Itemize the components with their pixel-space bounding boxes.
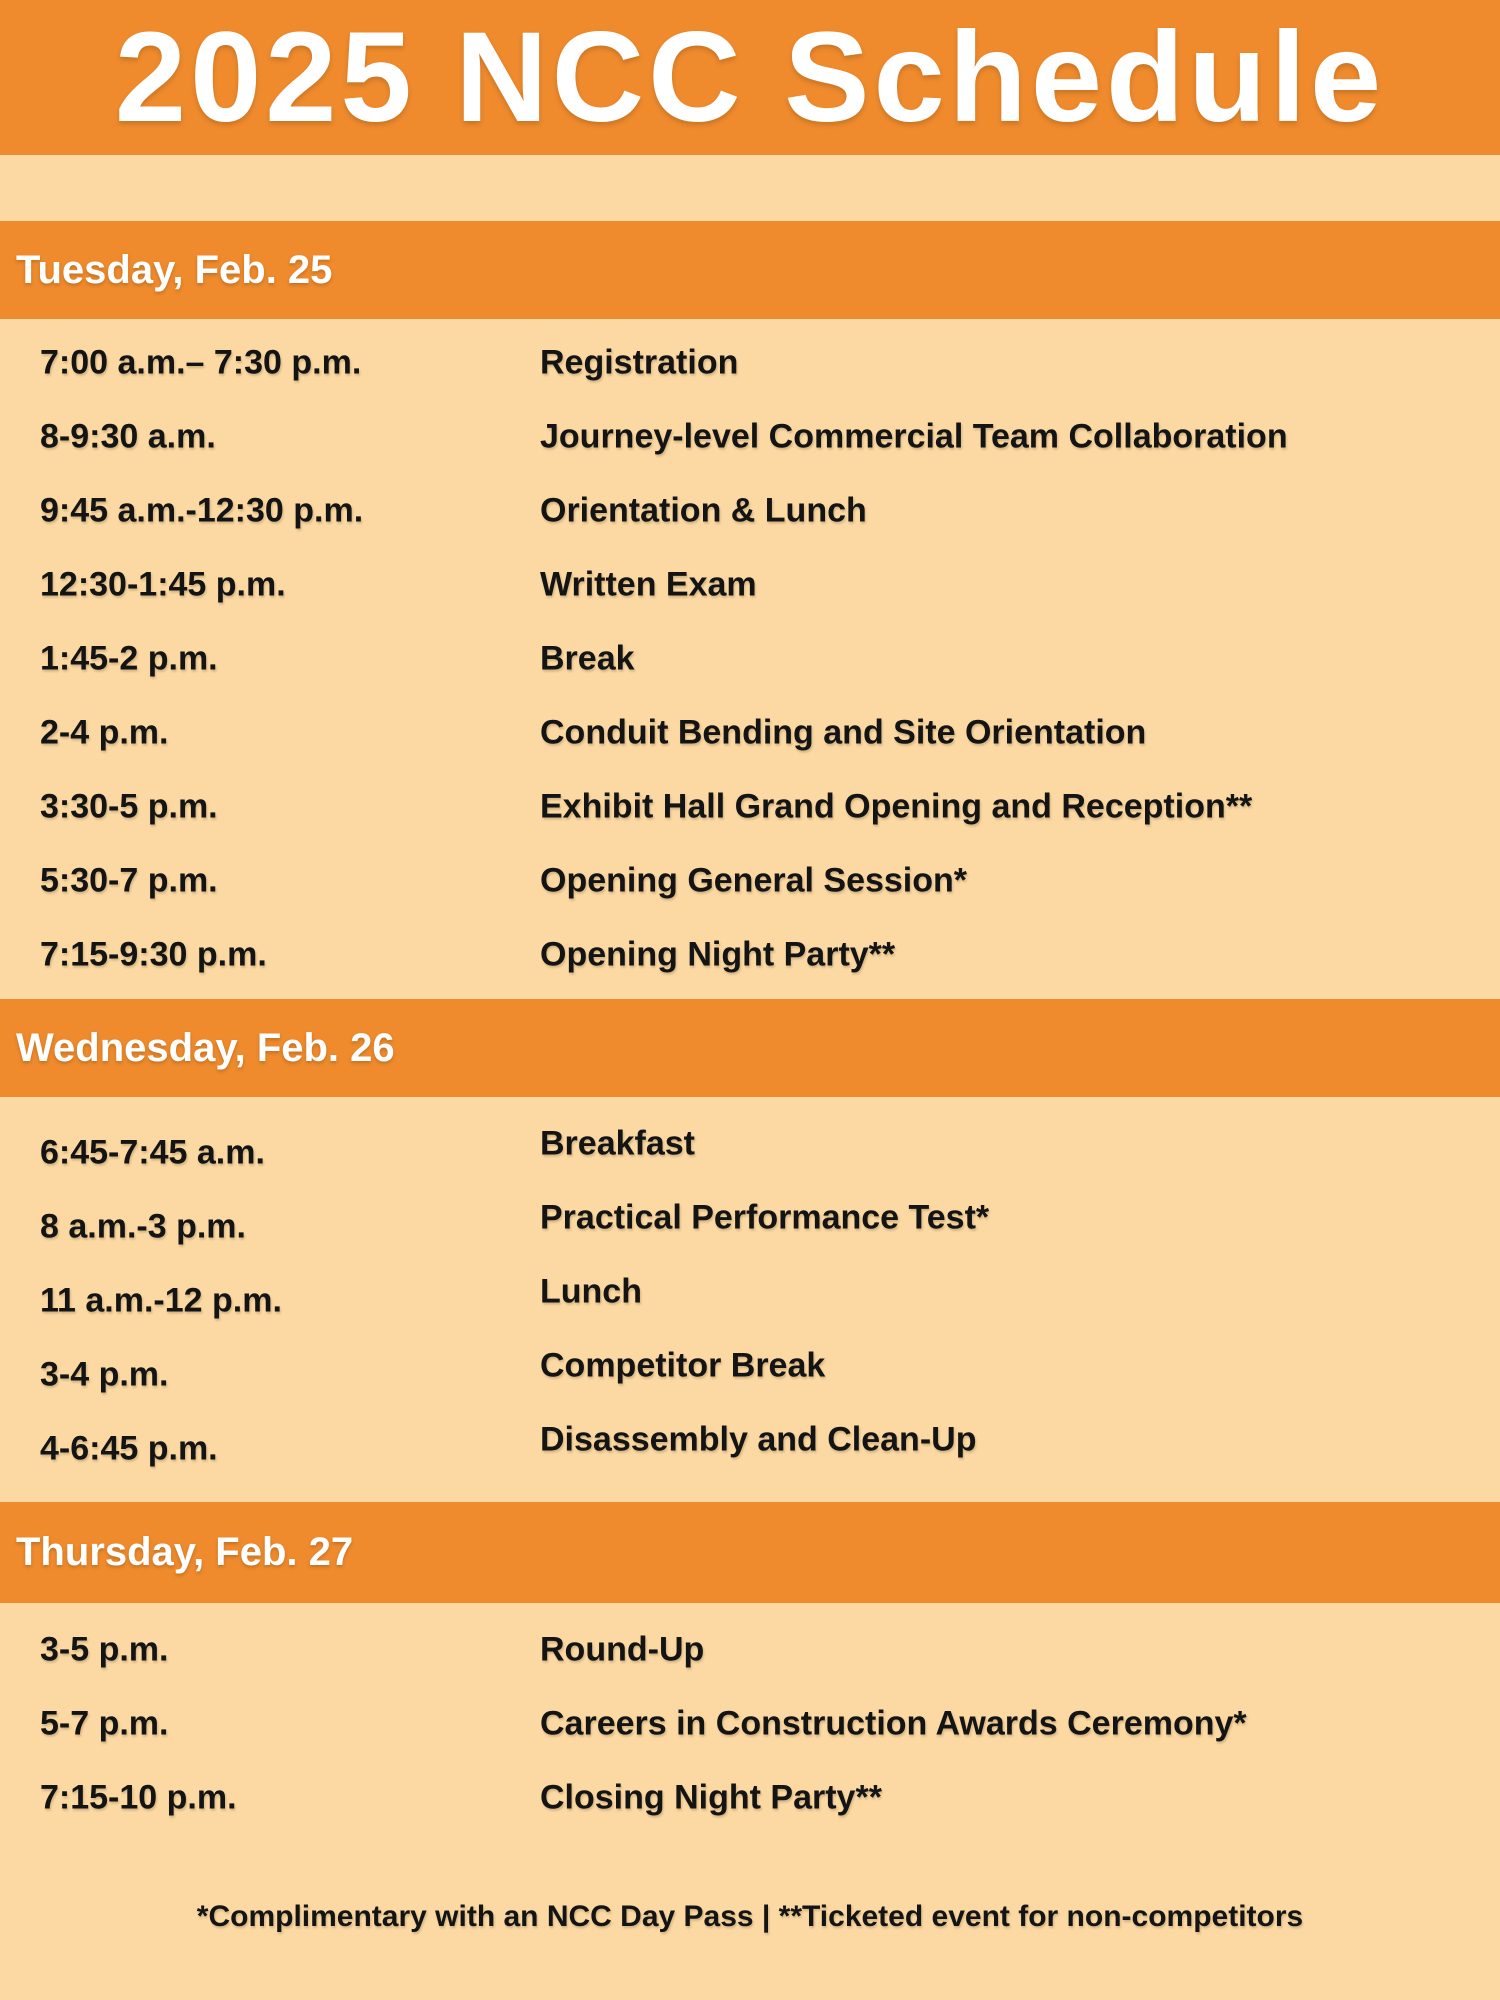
event-name: Orientation & Lunch <box>540 491 867 530</box>
event-name: Conduit Bending and Site Orientation <box>540 713 1147 752</box>
event-time: 11 a.m.-12 p.m. <box>40 1281 282 1320</box>
event-name: Opening General Session* <box>540 861 968 900</box>
schedule-row <box>0 1190 1500 1264</box>
schedule-row <box>0 1687 1500 1761</box>
schedule-row <box>0 844 1500 918</box>
event-time: 7:00 a.m.– 7:30 p.m. <box>40 343 362 382</box>
event-time: 5:30-7 p.m. <box>40 861 218 900</box>
event-time: 3-5 p.m. <box>40 1630 169 1669</box>
event-time: 4-6:45 p.m. <box>40 1429 218 1468</box>
section-header-label: Thursday, Feb. 27 <box>16 1530 354 1574</box>
section-rows-1 <box>0 1116 1500 1486</box>
event-time: 3-4 p.m. <box>40 1355 169 1394</box>
event-name: Opening Night Party** <box>540 935 896 974</box>
schedule-row <box>0 1761 1500 1835</box>
event-time: 5-7 p.m. <box>40 1704 169 1743</box>
page-title: 2025 NCC Schedule <box>114 5 1386 149</box>
event-name: Lunch <box>540 1272 642 1311</box>
schedule-row <box>0 770 1500 844</box>
schedule-row <box>0 918 1500 992</box>
event-name: Closing Night Party** <box>540 1778 882 1817</box>
event-name: Careers in Construction Awards Ceremony* <box>540 1704 1247 1743</box>
section-header-1 <box>0 999 1500 1097</box>
event-time: 9:45 a.m.-12:30 p.m. <box>40 491 364 530</box>
schedule-row <box>0 548 1500 622</box>
section-header-0 <box>0 221 1500 319</box>
schedule-row <box>0 1613 1500 1687</box>
schedule-row <box>0 1412 1500 1486</box>
event-name: Competitor Break <box>540 1346 826 1385</box>
schedule-row <box>0 1338 1500 1412</box>
event-name: Exhibit Hall Grand Opening and Reception** <box>540 787 1253 826</box>
event-name: Journey-level Commercial Team Collaboration <box>540 417 1288 456</box>
section-rows-2 <box>0 1613 1500 1835</box>
event-name: Written Exam <box>540 565 757 604</box>
title-banner <box>0 0 1500 155</box>
event-time: 7:15-9:30 p.m. <box>40 935 267 974</box>
schedule-row <box>0 474 1500 548</box>
section-rows-0 <box>0 326 1500 992</box>
event-name: Break <box>540 639 635 678</box>
event-time: 7:15-10 p.m. <box>40 1778 237 1817</box>
event-name: Breakfast <box>540 1124 695 1163</box>
event-name: Round-Up <box>540 1630 705 1669</box>
schedule-row <box>0 622 1500 696</box>
event-time: 8-9:30 a.m. <box>40 417 216 456</box>
event-time: 6:45-7:45 a.m. <box>40 1133 265 1172</box>
event-name: Practical Performance Test* <box>540 1198 990 1237</box>
section-header-label: Tuesday, Feb. 25 <box>16 247 333 292</box>
schedule-row <box>0 400 1500 474</box>
schedule-row <box>0 326 1500 400</box>
event-time: 1:45-2 p.m. <box>40 639 218 678</box>
event-name: Disassembly and Clean-Up <box>540 1420 977 1459</box>
footnote: *Complimentary with an NCC Day Pass | **Ticketed event for non-competitors <box>196 1900 1304 1933</box>
event-time: 2-4 p.m. <box>40 713 169 752</box>
schedule-row <box>0 696 1500 770</box>
event-time: 12:30-1:45 p.m. <box>40 565 286 604</box>
section-header-label: Wednesday, Feb. 26 <box>16 1025 395 1070</box>
event-time: 8 a.m.-3 p.m. <box>40 1207 246 1246</box>
section-header-2 <box>0 1502 1500 1603</box>
event-name: Registration <box>540 343 739 382</box>
event-time: 3:30-5 p.m. <box>40 787 218 826</box>
schedule-row <box>0 1264 1500 1338</box>
schedule-row <box>0 1116 1500 1190</box>
